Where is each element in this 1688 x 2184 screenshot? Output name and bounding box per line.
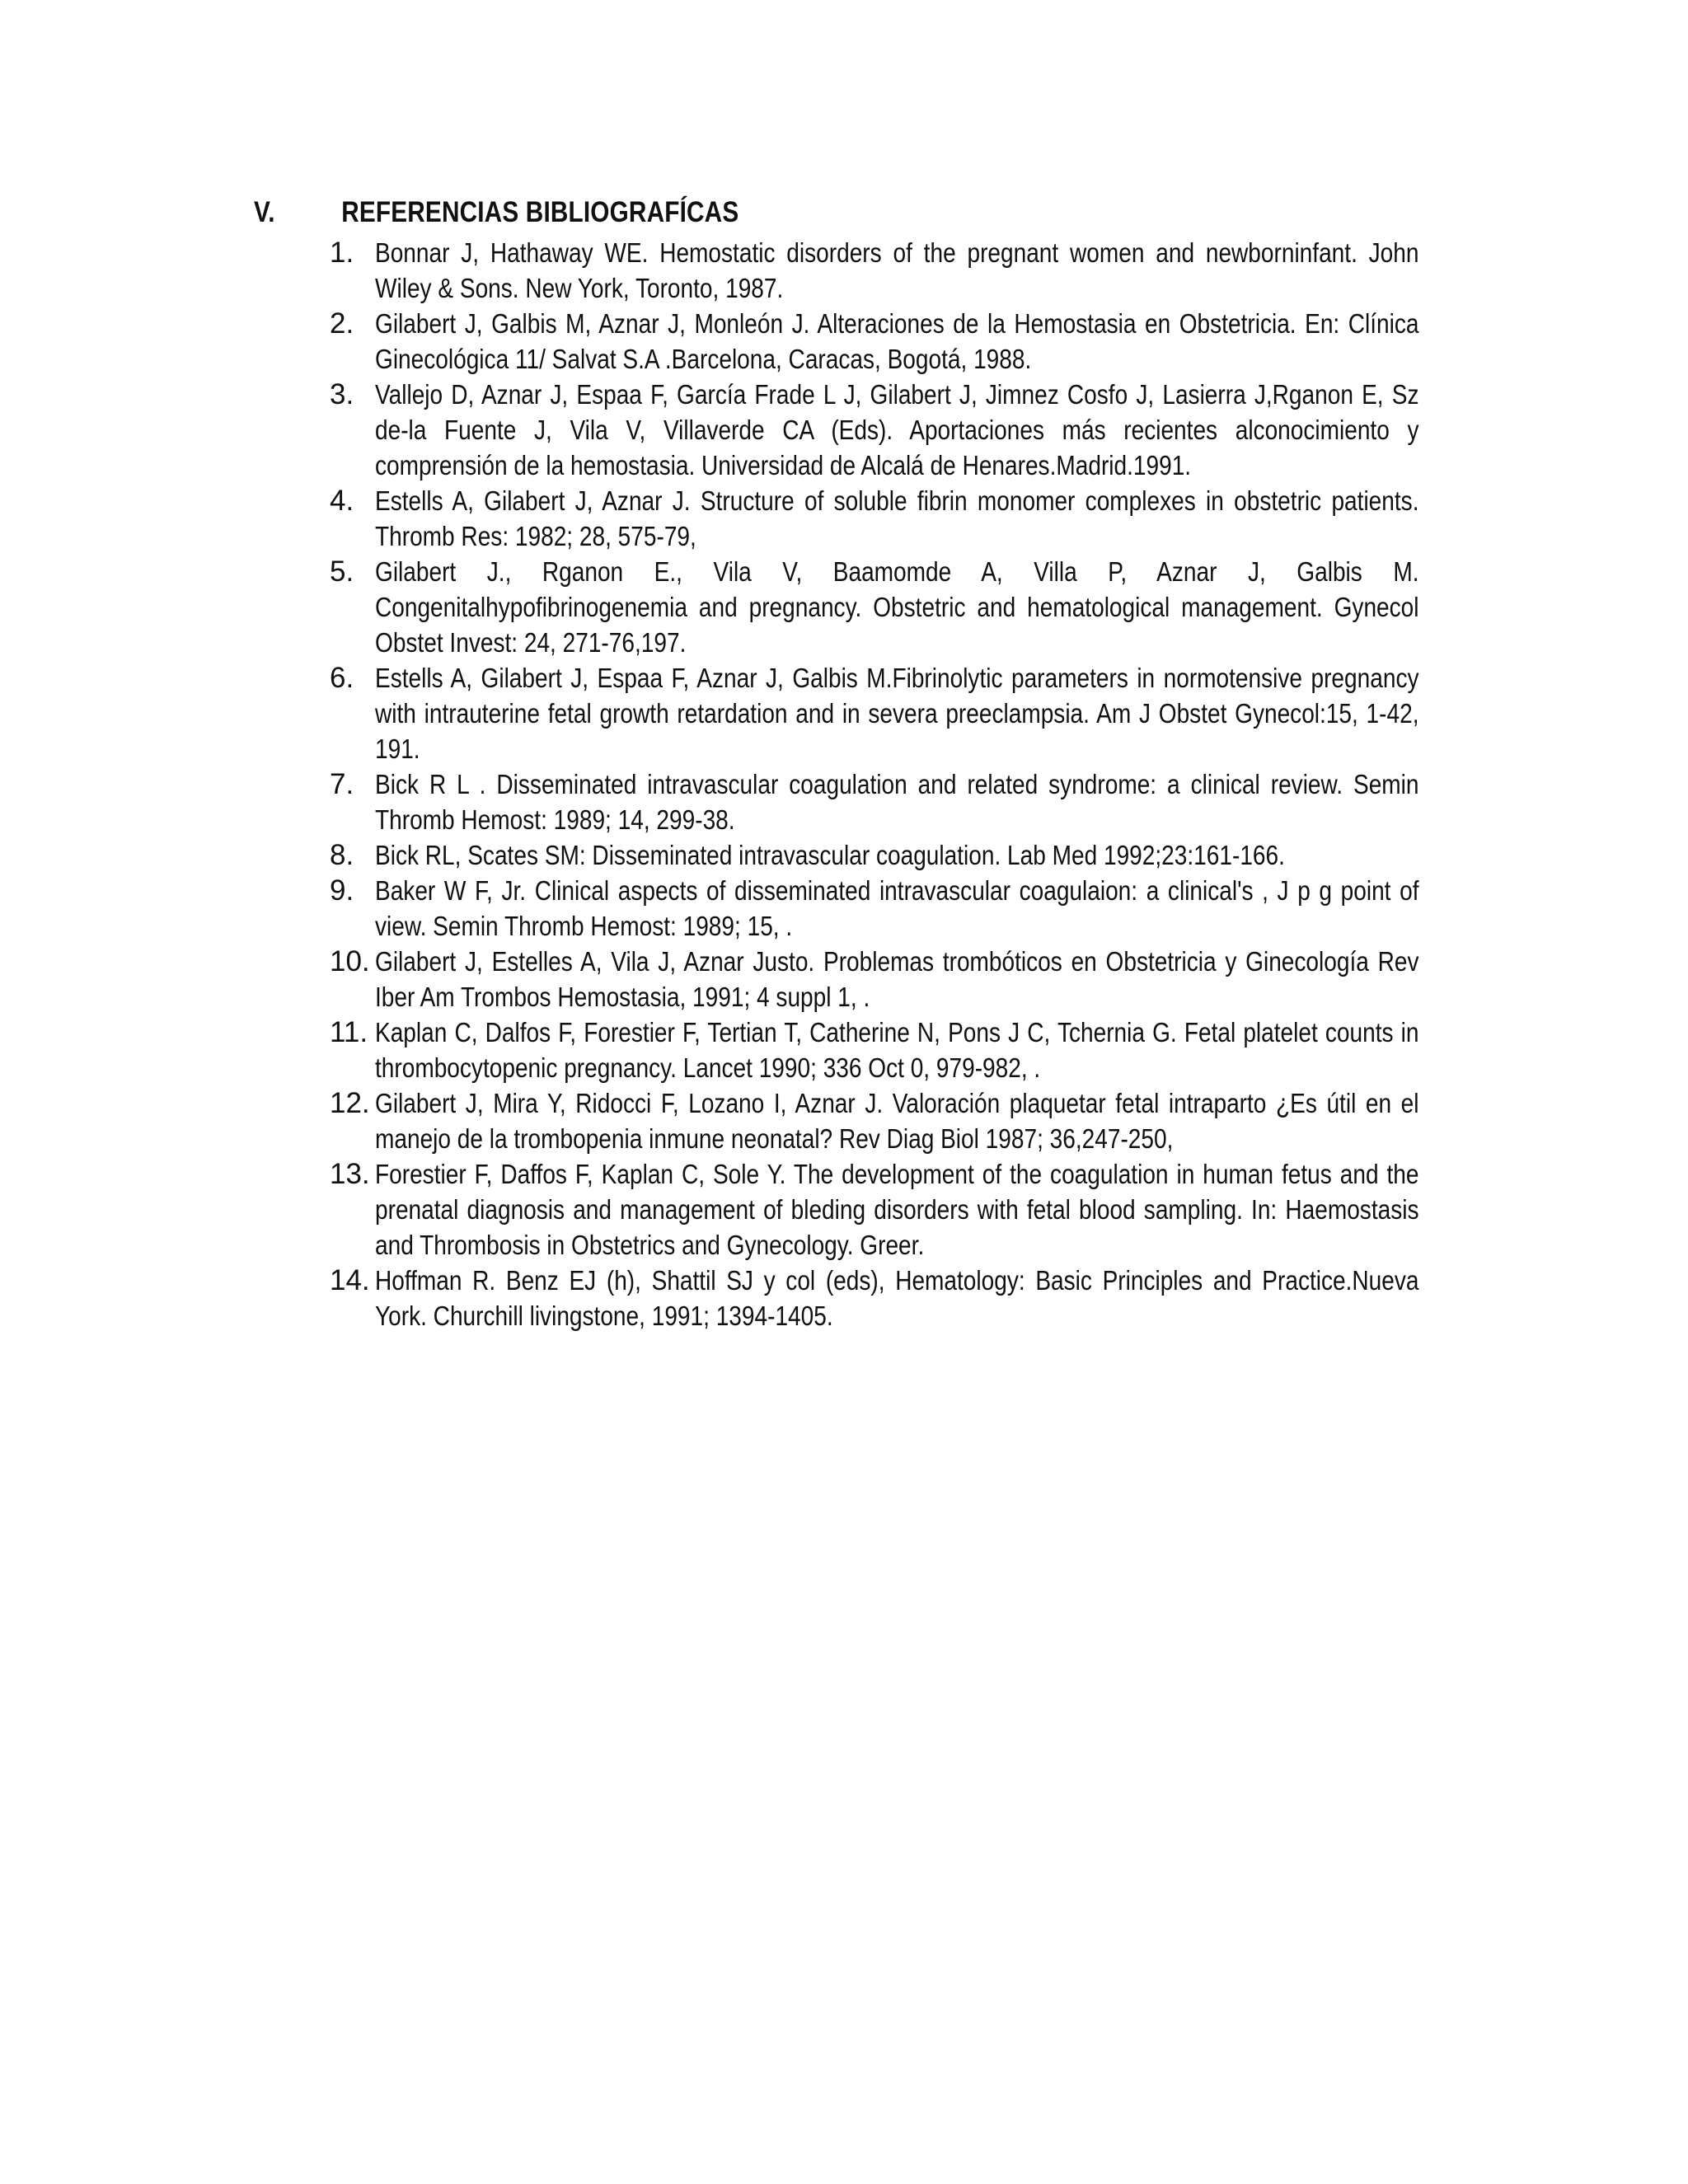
reference-item <box>330 660 1419 766</box>
reference-text: Vallejo D, Aznar J, Espaa F, García Frade L J, Gilabert J, Jimnez Cosfo J, Lasierra J,Rganon E, Sz de-la Fuente J, Vila V, Villaverde CA (Eds). Aportaciones más recientes alconocimiento y comprensión de la hemostasia. Universidad de Alcalá de Henares.Madrid.1991. <box>375 379 1419 480</box>
reference-item <box>330 554 1419 660</box>
reference-text: Bonnar J, Hathaway WE. Hemostatic disorders of the pregnant women and newborninfant. John Wiley & Sons. New York, Toronto, 1987. <box>375 237 1419 303</box>
reference-number: 5. <box>330 555 354 588</box>
reference-text: Bick R L . Disseminated intravascular coagulation and related syndrome: a clinical review. Semin Thromb Hemost: 1989; 14, 299-38. <box>375 769 1419 835</box>
section-heading <box>254 193 738 232</box>
reference-item <box>330 1015 1419 1085</box>
reference-text: Gilabert J, Mira Y, Ridocci F, Lozano I, Aznar J. Valoración plaquetar fetal intraparto ¿Es útil en el manejo de la trombopenia inmune neonatal? Rev Diag Biol 1987; 36,247-250, <box>375 1088 1419 1154</box>
reference-number: 13. <box>330 1158 370 1190</box>
reference-number: 11. <box>330 1016 368 1048</box>
reference-number: 7. <box>330 768 354 800</box>
reference-text: Gilabert J, Galbis M, Aznar J, Monleón J. Alteraciones de la Hemostasia en Obstetricia. En: Clínica Ginecológica 11/ Salvat S.A .Barcelona, Caracas, Bogotá, 1988. <box>375 308 1419 374</box>
reference-text: Gilabert J, Estelles A, Vila J, Aznar Justo. Problemas trombóticos en Obstetricia y Ginecología Rev Iber Am Trombos Hemostasia, 1991; 4 suppl 1, . <box>375 946 1419 1012</box>
reference-number: 14. <box>330 1264 370 1296</box>
reference-item <box>330 873 1419 944</box>
reference-list <box>330 235 1419 1333</box>
reference-item <box>330 1156 1419 1263</box>
reference-text: Bick RL, Scates SM: Disseminated intravascular coagulation. Lab Med 1992;23:161-166. <box>375 840 1285 870</box>
reference-number: 1. <box>330 237 354 269</box>
reference-number: 10. <box>330 945 370 977</box>
reference-item <box>330 483 1419 554</box>
reference-item <box>330 377 1419 483</box>
reference-item <box>330 944 1419 1015</box>
reference-number: 4. <box>330 485 354 517</box>
reference-text: Hoffman R. Benz EJ (h), Shattil SJ y col (eds), Hematology: Basic Principles and Practice.Nueva York. Churchill livingstone, 1991; 1394-1405. <box>375 1265 1419 1331</box>
section-numeral: V. <box>254 196 275 228</box>
reference-item <box>330 306 1419 377</box>
reference-number: 2. <box>330 307 354 340</box>
reference-item <box>330 837 1409 873</box>
reference-text: Estells A, Gilabert J, Espaa F, Aznar J, Galbis M.Fibrinolytic parameters in normotensive pregnancy with intrauterine fetal growth retardation and in severa preeclampsia. Am J Obstet Gynecol:15, 1-42, 191. <box>375 663 1419 764</box>
reference-number: 9. <box>330 874 354 907</box>
reference-text: Baker W F, Jr. Clinical aspects of disseminated intravascular coagulaion: a clinical's , J p g point of view. Semin Thromb Hemost: 1989; 15, . <box>375 875 1419 941</box>
reference-item <box>330 766 1419 837</box>
section-title: REFERENCIAS BIBLIOGRAFÍCAS <box>341 196 739 228</box>
reference-number: 8. <box>330 839 354 871</box>
reference-text: Forestier F, Daffos F, Kaplan C, Sole Y. The development of the coagulation in human fetus and the prenatal diagnosis and management of bleding disorders with fetal blood sampling. In: Haemostasis and Thrombosis in Obstetrics and Gynecology. Greer. <box>375 1159 1419 1260</box>
reference-number: 6. <box>330 662 354 694</box>
reference-text: Kaplan C, Dalfos F, Forestier F, Tertian T, Catherine N, Pons J C, Tchernia G. Fetal platelet counts in thrombocytopenic pregnancy. Lancet 1990; 336 Oct 0, 979-982, . <box>375 1017 1419 1083</box>
reference-item <box>330 1085 1419 1156</box>
reference-item <box>330 1263 1419 1333</box>
reference-text: Estells A, Gilabert J, Aznar J. Structure of soluble fibrin monomer complexes in obstetric patients. Thromb Res: 1982; 28, 575-79, <box>375 485 1419 551</box>
reference-number: 3. <box>330 378 354 410</box>
reference-item <box>330 235 1419 306</box>
reference-number: 12. <box>330 1087 370 1119</box>
reference-text: Gilabert J., Rganon E., Vila V, Baamomde A, Villa P, Aznar J, Galbis M. Congenitalhypofibrinogenemia and pregnancy. Obstetric and hematological management. Gynecol Obstet Invest: 24, 271-76,197. <box>375 556 1419 658</box>
